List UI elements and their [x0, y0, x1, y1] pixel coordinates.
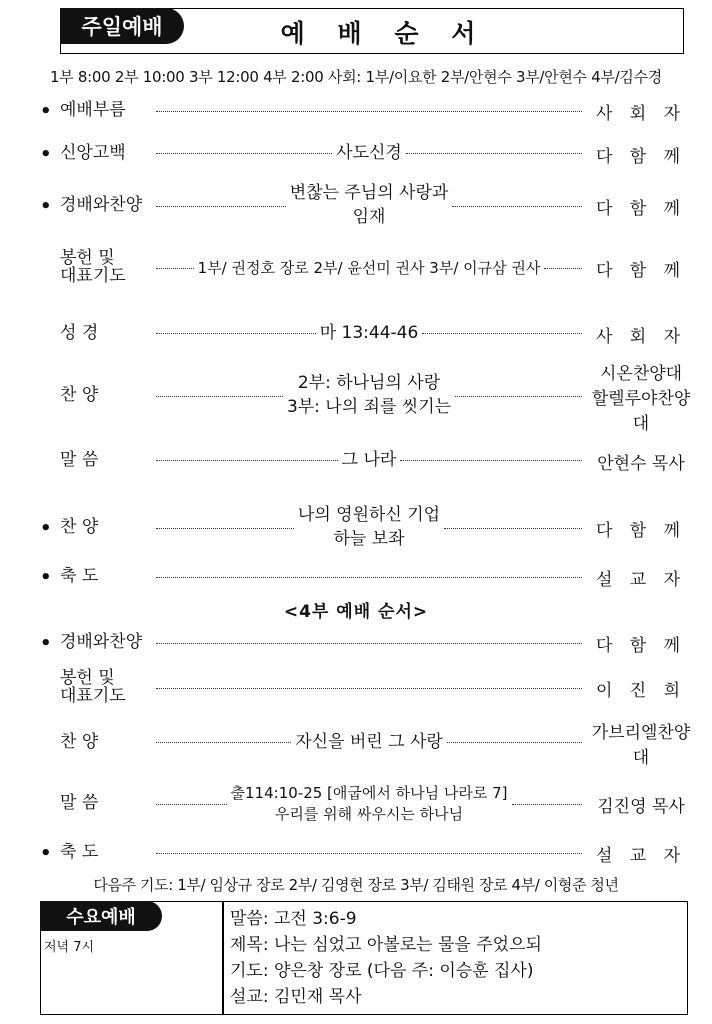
order-row	[40, 312, 696, 356]
page-title: 예 배 순 서	[280, 19, 488, 48]
bullet-marker: •	[40, 632, 52, 654]
wednesday-divider	[222, 901, 224, 1015]
order-item-leader: 설 교 자	[595, 569, 687, 590]
order-item-label: 말 씀	[60, 793, 99, 814]
order-row	[40, 831, 696, 875]
order-item-label: 예배부름	[60, 100, 126, 121]
dotted-leader	[156, 396, 283, 397]
order-item-leader: 사 회 자	[595, 103, 687, 124]
order-row	[40, 184, 696, 228]
order-item-content	[152, 111, 586, 112]
bullet-marker: •	[40, 842, 52, 864]
order-item-detail: 그 나라	[341, 450, 397, 471]
dotted-leader	[406, 153, 582, 154]
wednesday-service-tag: 수요예배	[40, 901, 162, 931]
dotted-leader	[156, 333, 316, 334]
order-item-label: 경배와찬양	[60, 632, 143, 653]
order-item-detail: 변찮는 주님의 사랑과 임재	[289, 183, 449, 227]
order-item-detail: 2부: 하나님의 사랑 3부: 나의 죄를 씻기는	[286, 373, 452, 417]
wednesday-line: 설교: 김민재 목사	[230, 987, 362, 1007]
bullet-marker: •	[40, 566, 52, 588]
order-row	[40, 506, 696, 550]
order-item-detail: 1부/ 권정호 장로 2부/ 윤선미 권사 3부/ 이규삼 권사	[197, 258, 541, 277]
bullet-marker: •	[40, 143, 52, 165]
order-item-content	[152, 322, 586, 346]
order-item-label: 축 도	[60, 842, 99, 863]
dotted-leader	[156, 804, 227, 805]
order-item-label: 경배와찬양	[60, 195, 143, 216]
dotted-leader	[156, 111, 582, 112]
order-item-leader: 이 진 희	[595, 680, 687, 701]
section-4-title: <4부 예배 순서>	[283, 602, 429, 622]
order-row	[40, 666, 696, 710]
service-times-info: 1부 8:00 2부 10:00 3부 12:00 4부 2:00 사회: 1부/이요한 2부/안현수 3부/안현수 4부/김수경	[50, 68, 662, 86]
dotted-leader	[156, 643, 582, 644]
order-item-label: 봉헌 및 대표기도	[60, 248, 126, 286]
bullet-marker: •	[40, 195, 52, 217]
dotted-leader	[452, 206, 582, 207]
bullet-marker: •	[40, 517, 52, 539]
order-row	[40, 439, 696, 483]
order-item-content	[152, 643, 586, 644]
order-item-content	[152, 182, 586, 230]
order-item-detail: 나의 영원하신 기업 하늘 보좌	[297, 505, 441, 549]
dotted-leader	[156, 268, 194, 269]
order-item-detail: 마 13:44-46	[319, 323, 419, 344]
order-item-label: 찬 양	[60, 385, 99, 406]
sunday-service-tag: 주일예배	[60, 8, 184, 44]
order-row	[40, 782, 696, 826]
order-item-content	[152, 853, 586, 854]
wednesday-line: 제목: 나는 심었고 아볼로는 물을 주었으되	[230, 935, 542, 955]
dotted-leader	[512, 804, 583, 805]
order-item-leader: 안현수 목사	[597, 453, 685, 474]
order-item-label: 축 도	[60, 566, 99, 587]
order-item-detail: 사도신경	[336, 143, 402, 164]
dotted-leader	[156, 853, 582, 854]
next-week-prayer: 다음주 기도: 1부/ 임상규 장로 2부/ 김영현 장로 3부/ 김태원 장로 4부/ 이형준 청년	[93, 876, 619, 894]
order-row	[40, 621, 696, 665]
order-row	[40, 721, 696, 768]
dotted-leader	[156, 460, 338, 461]
dotted-leader	[156, 153, 332, 154]
dotted-leader	[156, 528, 294, 529]
order-row	[40, 363, 696, 434]
order-item-leader: 다 함 께	[595, 260, 687, 281]
order-row	[40, 246, 696, 290]
dotted-leader	[444, 528, 582, 529]
bullet-marker: •	[40, 100, 52, 122]
order-item-label: 찬 양	[60, 517, 99, 538]
order-row	[40, 132, 696, 176]
order-row	[40, 89, 696, 133]
order-item-content	[152, 372, 586, 420]
dotted-leader	[544, 268, 582, 269]
order-item-leader: 김진영 목사	[597, 796, 685, 817]
order-item-leader: 다 함 께	[595, 198, 687, 219]
dotted-leader	[156, 742, 291, 743]
order-item-content	[152, 688, 586, 689]
order-item-label: 신앙고백	[60, 143, 126, 164]
order-item-label: 찬 양	[60, 732, 99, 753]
dotted-leader	[400, 460, 582, 461]
order-item-label: 봉헌 및 대표기도	[60, 668, 126, 706]
order-item-content	[152, 504, 586, 552]
order-row	[40, 555, 696, 599]
wednesday-line: 말씀: 고전 3:6-9	[230, 909, 357, 929]
order-item-leader: 다 함 께	[595, 635, 687, 656]
wednesday-line: 기도: 양은창 장로 (다음 주: 이승훈 집사)	[230, 961, 534, 981]
order-item-content	[152, 577, 586, 578]
wednesday-details	[230, 906, 542, 1010]
order-item-detail: 자신을 버린 그 사랑	[295, 732, 443, 753]
order-item-leader: 설 교 자	[595, 845, 687, 866]
dotted-leader	[156, 206, 286, 207]
order-item-content	[152, 731, 586, 755]
order-item-leader: 다 함 께	[595, 146, 687, 167]
dotted-leader	[455, 396, 582, 397]
order-item-content	[152, 783, 586, 825]
order-item-leader: 사 회 자	[595, 326, 687, 347]
dotted-leader	[156, 688, 582, 689]
wednesday-time: 저녁 7시	[44, 940, 95, 955]
order-item-content	[152, 258, 586, 279]
dotted-leader	[156, 577, 582, 578]
order-item-leader: 가브리엘찬양대	[591, 723, 691, 768]
order-item-label: 말 씀	[60, 450, 99, 471]
order-item-content	[152, 449, 586, 473]
order-item-leader: 다 함 께	[595, 520, 687, 541]
order-item-content	[152, 142, 586, 166]
dotted-leader	[422, 333, 582, 334]
dotted-leader	[447, 742, 582, 743]
order-item-label: 성 경	[60, 323, 99, 344]
order-item-leader: 시온찬양대 할렐루야찬양대	[591, 363, 691, 434]
order-item-detail: 출114:10-25 [애굽에서 하나님 나라로 7] 우리를 위해 싸우시는 하나님	[230, 784, 508, 823]
